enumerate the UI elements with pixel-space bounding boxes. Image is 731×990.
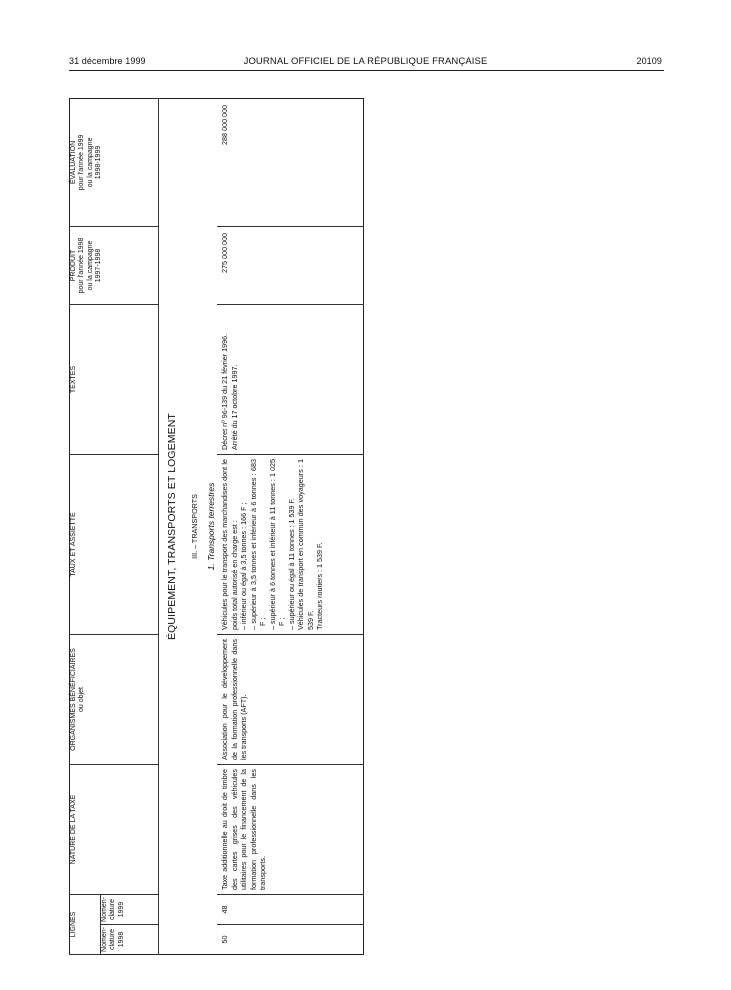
taux-voyageurs: Véhicules de transport en commun des voyageurs : 1 539 F. xyxy=(296,459,315,630)
column-header-textes: TEXTES xyxy=(70,305,159,455)
cell-nature: Taxe additionnelle au droit de timbre des cartes grises des véhicules utilitaires pour le financement de la formation professionnelle dans les transports. xyxy=(217,765,364,895)
column-header-produit xyxy=(70,227,159,305)
nom1998-line-3: 1998 xyxy=(117,931,125,948)
nom1999-line-2: clature xyxy=(109,899,117,921)
header-page-number: 20109 xyxy=(636,56,662,66)
nom1998-line-1: Nomen- xyxy=(101,927,108,952)
cell-textes xyxy=(217,305,364,455)
rotated-table-container xyxy=(69,99,364,955)
section-subtitle: III. – TRANSPORTS xyxy=(189,494,199,559)
tax-table xyxy=(69,98,364,955)
cell-organismes: Association pour le développement de la formation professionnelle dans les transports (AFT). xyxy=(217,635,364,765)
produit-line-2: pour l'année 1998 xyxy=(78,237,86,294)
column-header-evaluation xyxy=(70,99,159,227)
column-header-nomenclature-1999 xyxy=(101,895,159,925)
nom1999-line-1: Nomen- xyxy=(101,897,108,922)
cell-taux xyxy=(217,455,364,635)
column-header-taux: TAUX ET ASSIETTE xyxy=(70,455,159,635)
section-heading-row xyxy=(159,99,218,955)
column-header-organismes xyxy=(70,635,159,765)
cell-nomenclature-1998: 50 xyxy=(220,935,229,944)
evaluation-line-4: 1998-1999 xyxy=(95,145,103,180)
taux-item-2: – supérieur à 3,5 tonnes et inférieur à 6 tonnes : 683 F ; xyxy=(248,459,267,630)
taux-tracteurs: Tracteurs routiers : 1 539 F. xyxy=(315,542,324,630)
produit-line-3: ou la campagne xyxy=(86,240,94,291)
cell-nomenclature-1999: 48 xyxy=(217,895,364,925)
taux-intro: Véhicules pour le transport des marchandises dont le poids total autorisé en charge est : xyxy=(220,459,239,630)
column-header-nomenclature-1998 xyxy=(101,925,159,955)
nom1999-line-3: 1999 xyxy=(117,901,125,918)
table-row xyxy=(217,99,364,955)
taux-item-1: – inférieur ou égal à 3,5 tonnes : 166 F ; xyxy=(239,502,248,630)
column-header-lignes: LIGNES xyxy=(70,895,101,955)
produit-line-4: 1997-1998 xyxy=(95,248,103,283)
organismes-label: ORGANISMES BÉNÉFICIAIRES xyxy=(70,648,77,751)
nom1998-line-2: clature xyxy=(109,929,117,951)
cell-evaluation: 288 000 000 xyxy=(217,99,364,227)
header-rule xyxy=(69,70,664,71)
evaluation-line-2: pour l'année 1999 xyxy=(78,134,86,191)
header-journal-title: JOURNAL OFFICIEL DE LA RÉPUBLIQUE FRANÇAISE xyxy=(243,56,488,67)
column-header-nature: NATURE DE LA TAXE xyxy=(70,765,159,895)
produit-label: PRODUIT xyxy=(70,249,77,282)
textes-decret: Décret nº 96-139 du 21 février 1996. xyxy=(220,333,229,450)
section-subsection xyxy=(206,99,216,954)
cell-produit: 275 000 000 xyxy=(217,227,364,305)
subsection-text: 1. Transports terrestres xyxy=(205,482,216,571)
section-heading-cell xyxy=(159,99,218,955)
section-title: ÉQUIPEMENT, TRANSPORTS ET LOGEMENT xyxy=(166,413,178,640)
textes-arrete: Arrêté du 17 octobre 1997. xyxy=(229,364,239,450)
evaluation-line-3: ou la campagne xyxy=(86,137,94,188)
evaluation-label: ÉVALUATION xyxy=(70,140,77,185)
taux-item-3: – supérieur à 6 tonnes et inférieur à 11 tonnes : 1 025 F ; xyxy=(267,459,286,630)
taux-item-4: – supérieur ou égal à 11 tonnes : 1 539 F. xyxy=(286,497,296,630)
header-date: 31 décembre 1999 xyxy=(69,56,146,66)
organismes-sublabel: ou objet xyxy=(78,687,86,712)
